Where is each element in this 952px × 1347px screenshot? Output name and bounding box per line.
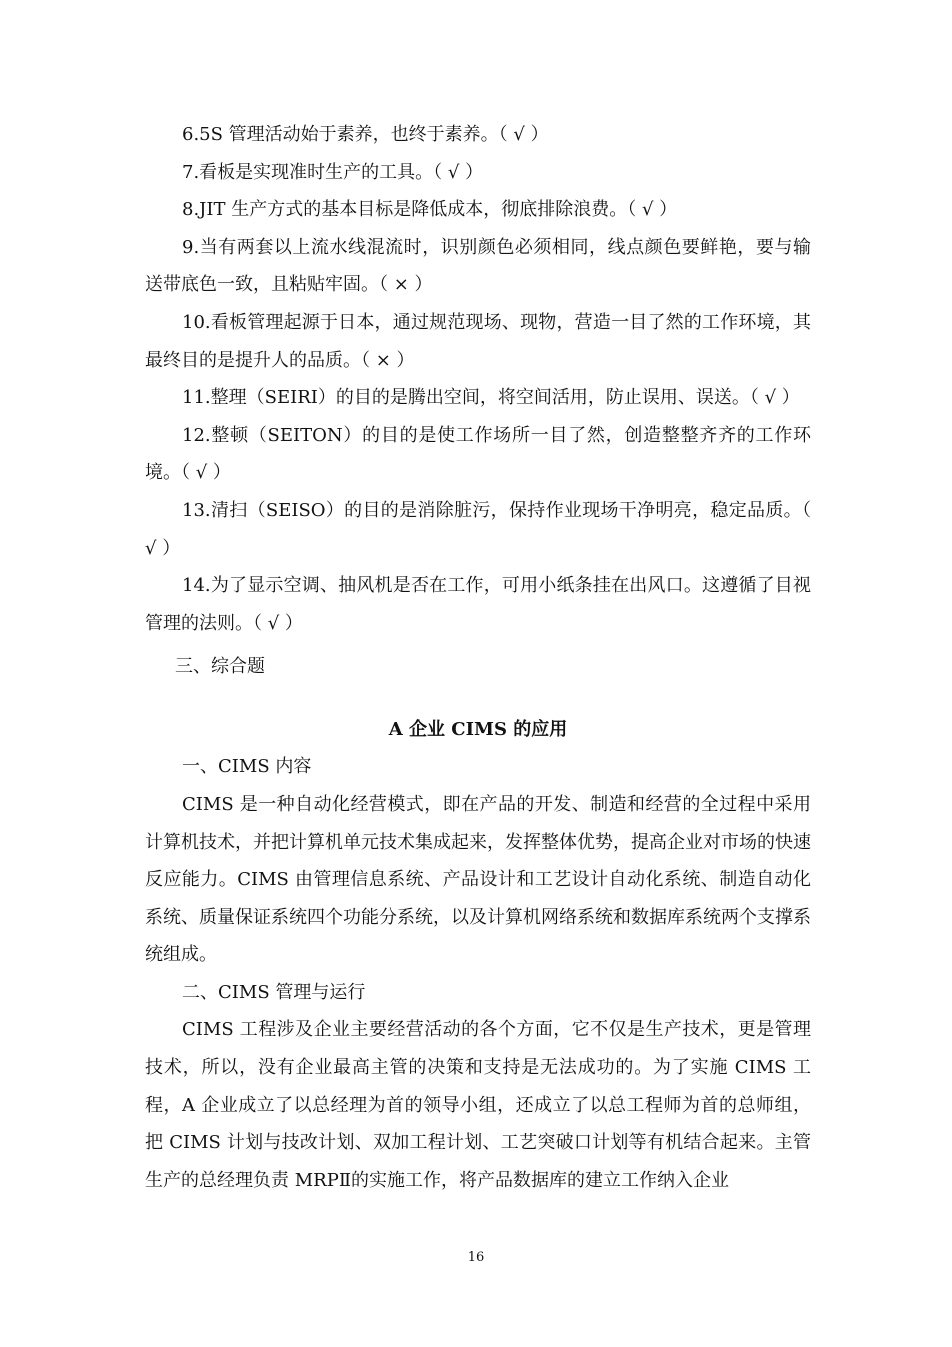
judgment-item-6: 6.5S 管理活动始于素养，也终于素养。（ √ ） [182, 124, 549, 145]
judgment-item-9: 9.当有两套以上流水线混流时，识别颜色必须相同，线点颜色要鲜艳，要与输送带底色一致，且粘贴牢固。（ × ） [145, 236, 811, 296]
case-title: A 企业 CIMS 的应用 [388, 719, 568, 741]
judgment-item-10: 10.看板管理起源于日本，通过规范现场、现物，营造一目了然的工作环境，其最终目的是提升人的品质。（ × ） [145, 311, 811, 371]
judgment-item-11: 11.整理（SEIRI）的目的是腾出空间，将空间活用，防止误用、误送。（ √ ） [182, 387, 800, 409]
page-number: 16 [467, 1250, 485, 1265]
case-subheading-1: 一、CIMS 内容 [182, 756, 312, 778]
section-heading: 三、综合题 [175, 656, 265, 678]
judgment-item-12: 12.整顿（SEITON）的目的是使工作场所一目了然，创造整整齐齐的工作环境。（ √ ） [145, 424, 811, 484]
case-paragraph-2: CIMS 工程涉及企业主要经营活动的各个方面，它不仅是生产技术，更是管理技术，所以，没有企业最高主管的决策和支持是无法成功的。为了实施 CIMS 工程，A 企业成立了以总经理为首的领导小组，还成立了以总工程师为首的总师组，把 CIMS 计划与技改计划、双加工程计划、工艺突破口计划等有机结合起来。主管生产的总经理负责 MRPⅡ的实施工作，将产品数据库的建立工作纳入企业 [145, 1019, 811, 1191]
case-paragraph-1: CIMS 是一种自动化经营模式，即在产品的开发、制造和经营的全过程中采用计算机技术，并把计算机单元技术集成起来，发挥整体优势，提高企业对市场的快速反应能力。CIMS 由管理信息系统、产品设计和工艺设计自动化系统、制造自动化系统、质量保证系统四个功能分系统，以及计算机网络系统和数据库系统两个支撑系统组成。 [145, 793, 811, 966]
case-subheading-2: 二、CIMS 管理与运行 [182, 981, 366, 1003]
judgment-item-13: 13.清扫（SEISO）的目的是消除脏污，保持作业现场干净明亮，稳定品质。（ √ ） [145, 499, 811, 559]
page-content [145, 116, 811, 1199]
judgment-item-14: 14.为了显示空调、抽风机是否在工作，可用小纸条挂在出风口。这遵循了目视管理的法则。（ √ ） [145, 575, 811, 634]
judgment-item-7: 7.看板是实现准时生产的工具。（ √ ） [182, 161, 484, 183]
judgment-item-8: 8.JIT 生产方式的基本目标是降低成本，彻底排除浪费。（ √ ） [182, 199, 678, 221]
